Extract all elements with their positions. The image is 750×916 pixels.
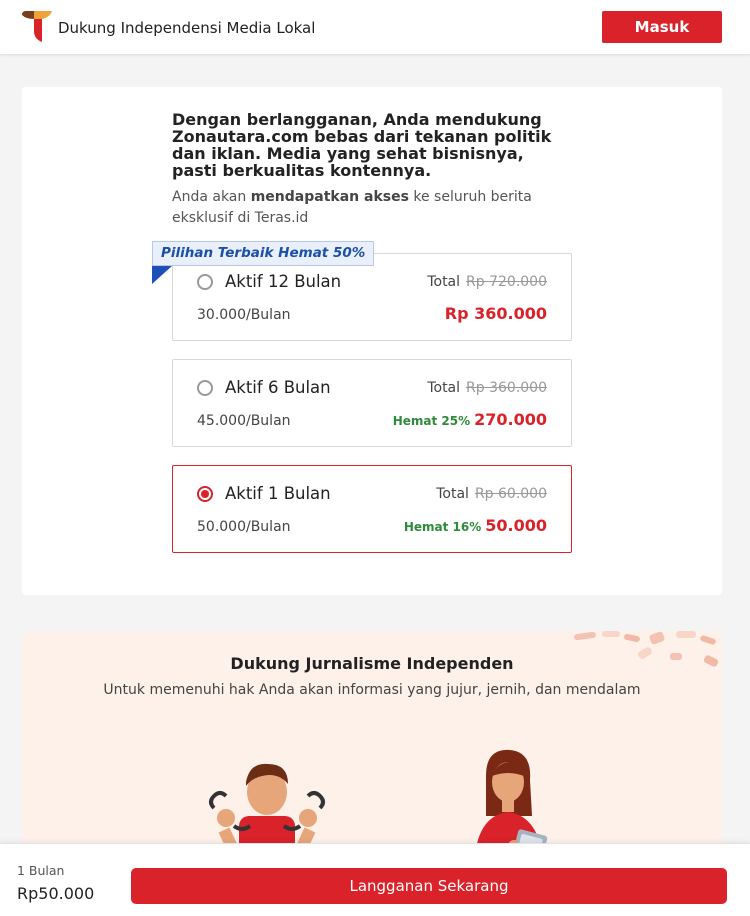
plan-price: 50.000 — [485, 516, 547, 535]
plan-price-row — [393, 410, 547, 429]
top-header — [0, 0, 750, 55]
plan-old-price: Rp 60.000 — [474, 486, 547, 502]
plan-option-1-month[interactable] — [172, 465, 572, 553]
intro-desc-suffix: ke seluruh berita eksklusif di Teras.id — [172, 189, 532, 226]
plan-total-label: Total — [427, 274, 461, 290]
plan-price-row — [404, 516, 547, 535]
plan-price-row — [445, 304, 547, 323]
intro-desc-prefix: Anda akan — [172, 189, 251, 205]
support-title: Dukung Jurnalisme Independen — [230, 654, 514, 673]
plan-name: Aktif 12 Bulan — [225, 272, 342, 291]
save-badge: Hemat 16% — [403, 520, 482, 534]
radio-icon[interactable] — [197, 380, 213, 396]
plan-monthly-price: 50.000/Bulan — [197, 519, 291, 535]
plan-option-12-months[interactable] — [172, 253, 572, 341]
subscribe-now-button[interactable]: Langganan Sekarang — [131, 868, 727, 904]
subscription-card — [22, 87, 722, 595]
plan-total-label: Total — [427, 380, 461, 396]
ribbon-fold-icon — [152, 266, 172, 284]
login-button[interactable]: Masuk — [602, 11, 722, 43]
plan-price: 270.000 — [474, 410, 547, 429]
plan-monthly-price: 45.000/Bulan — [197, 413, 291, 429]
intro-description — [172, 187, 572, 229]
save-badge: Hemat 25% — [392, 414, 471, 428]
plan-option-6-months[interactable] — [172, 359, 572, 447]
page-header-title: Dukung Independensi Media Lokal — [58, 19, 316, 37]
plan-total — [427, 274, 547, 290]
plan-monthly-price: 30.000/Bulan — [197, 307, 291, 323]
teras-logo-icon[interactable] — [20, 11, 54, 43]
intro-title: Dengan berlangganan, Anda mendukung Zonautara.com bebas dari tekanan politik dan iklan. Media yang sehat bisnisnya, pasti berkualitas kontennya. — [172, 110, 552, 180]
plan-total — [427, 380, 547, 396]
selected-plan-label: 1 Bulan — [17, 863, 65, 878]
plan-total — [436, 486, 547, 502]
plan-name: Aktif 6 Bulan — [225, 378, 331, 397]
bottom-checkout-bar — [0, 843, 750, 916]
radio-icon[interactable] — [197, 274, 213, 290]
selected-plan-price: Rp50.000 — [17, 884, 95, 903]
plan-old-price: Rp 360.000 — [466, 380, 547, 396]
plan-name: Aktif 1 Bulan — [225, 484, 331, 503]
plan-old-price: Rp 720.000 — [466, 274, 547, 290]
support-subtitle: Untuk memenuhi hak Anda akan informasi yang jujur, jernih, dan mendalam — [103, 682, 641, 698]
intro-desc-bold: mendapatkan akses — [250, 189, 409, 205]
radio-icon[interactable] — [197, 486, 213, 502]
best-choice-ribbon: Pilihan Terbaik Hemat 50% — [152, 241, 374, 266]
plan-total-label: Total — [436, 486, 469, 502]
plan-price: Rp 360.000 — [444, 304, 547, 323]
